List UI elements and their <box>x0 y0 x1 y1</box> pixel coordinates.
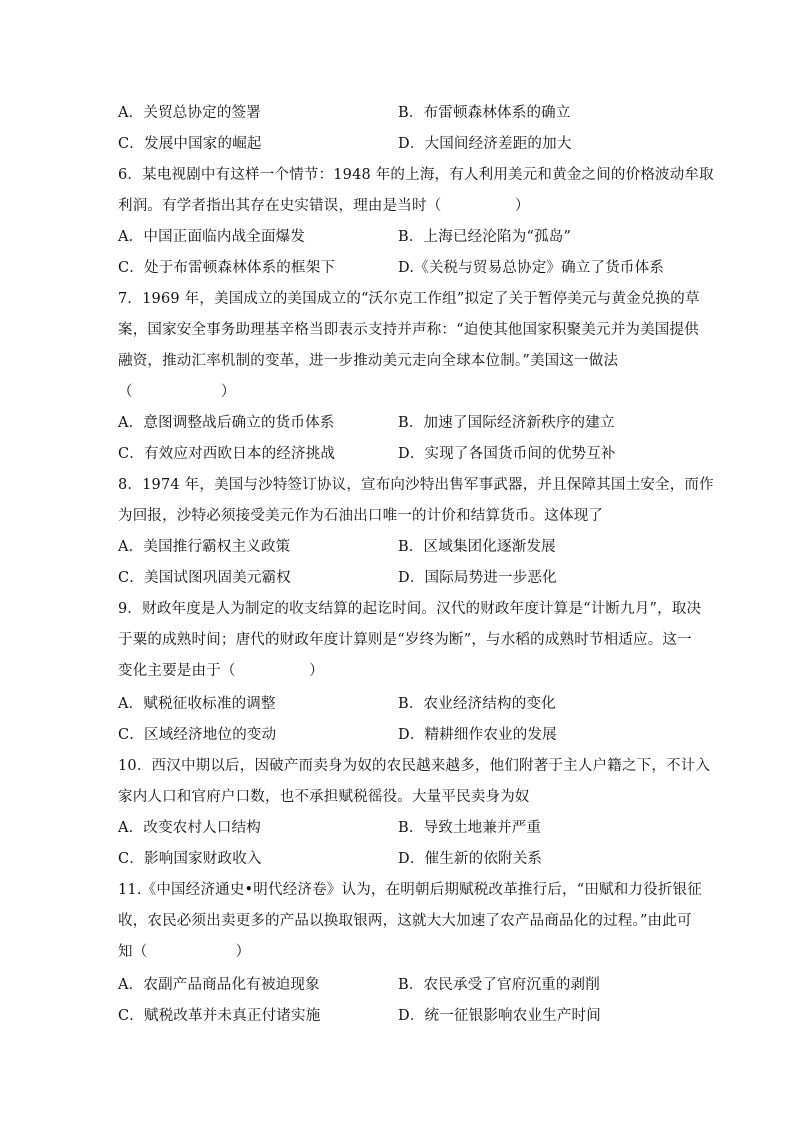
q6-option-d: D.《关税与贸易总协定》确立了货币体系 <box>398 260 665 276</box>
q7-option-d: D．实现了各国货币间的优势互补 <box>398 446 616 462</box>
q8-option-d: D．国际局势进一步恶化 <box>398 570 557 586</box>
q11-option-a: A．农副产品商品化有被迫现象 <box>118 977 320 993</box>
q7-stem-line-3: 融资，推动汇率机制的变革，进一步推动美元走向全球本位制。”美国这一做法 <box>118 353 619 369</box>
q9-stem-line-1: 9．财政年度是人为制定的收支结算的起讫时间。汉代的财政年度计算是“计断九月”，取决 <box>118 601 702 617</box>
q9-stem-line-3: 变化主要是由于（ ） <box>118 663 324 679</box>
q7-stem-line-1: 7．1969 年，美国成立的美国成立的“沃尔克工作组”拟定了关于暂停美元与黄金兑换的草 <box>118 291 700 307</box>
q9-option-a: A．赋税征收标准的调整 <box>118 696 276 712</box>
q5-option-d: D．大国间经济差距的加大 <box>398 136 572 152</box>
q10-option-a: A．改变农村人口结构 <box>118 820 261 836</box>
q6-option-c: C．处于布雷顿森林体系的框架下 <box>118 260 336 276</box>
q7-option-b: B．加速了国际经济新秩序的建立 <box>398 415 615 431</box>
q10-stem-line-2: 家内人口和官府户口数，也不承担赋税徭役。大量平民卖身为奴 <box>118 789 530 805</box>
q11-option-c: C．赋税改革并未真正付诸实施 <box>118 1008 321 1024</box>
q8-stem-line-1: 8．1974 年，美国与沙特签订协议，宣布向沙特出售军事武器，并且保障其国土安全，而作 <box>118 477 714 493</box>
q9-option-d: D．精耕细作农业的发展 <box>398 727 557 743</box>
q11-option-b: B．农民承受了官府沉重的剥削 <box>398 977 600 993</box>
q8-option-c: C．美国试图巩固美元霸权 <box>118 570 291 586</box>
q6-stem-line-2: 利润。有学者指出其存在史实错误，理由是当时（ ） <box>118 198 530 214</box>
q10-option-b: B．导致土地兼并严重 <box>398 820 542 836</box>
q7-option-a: A．意图调整战后确立的货币体系 <box>118 415 335 431</box>
q6-option-b: B．上海已经沦陷为“孤岛” <box>398 229 572 245</box>
q9-option-c: C．区域经济地位的变动 <box>118 727 277 743</box>
q10-option-c: C．影响国家财政收入 <box>118 851 262 867</box>
q11-option-d: D．统一征银影响农业生产时间 <box>398 1008 601 1024</box>
q8-stem-line-2: 为回报，沙特必须接受美元作为石油出口唯一的计价和结算货币。这体现了 <box>118 508 604 524</box>
q11-stem-line-3: 知（ ） <box>118 944 251 960</box>
q5-option-a: A．关贸总协定的签署 <box>118 105 261 121</box>
q7-stem-line-2: 案，国家安全事务助理基辛格当即表示支持并声称：“迫使其他国家积聚美元并为美国提供 <box>118 322 699 338</box>
q7-option-c: C．有效应对西欧日本的经济挑战 <box>118 446 336 462</box>
q6-option-a: A．中国正面临内战全面爆发 <box>118 229 306 245</box>
q7-stem-line-4: （ ） <box>118 384 236 400</box>
q8-option-b: B．区域集团化逐渐发展 <box>398 539 556 555</box>
q11-stem-line-1: 11.《中国经济通史•明代经济卷》认为，在明朝后期赋税改革推行后，“田赋和力役折银征 <box>118 882 702 898</box>
q9-option-b: B．农业经济结构的变化 <box>398 696 556 712</box>
q6-stem-line-1: 6．某电视剧中有这样一个情节：1948 年的上海，有人利用美元和黄金之间的价格波动牟取 <box>118 167 714 183</box>
q5-option-c: C．发展中国家的崛起 <box>118 136 262 152</box>
q5-option-b: B．布雷顿森林体系的确立 <box>398 105 571 121</box>
q10-stem-line-1: 10．西汉中期以后，因破产而卖身为奴的农民越来越多，他们附著于主人户籍之下，不计入 <box>118 758 711 774</box>
q9-stem-line-2: 于粟的成熟时间；唐代的财政年度计算则是“岁终为断”，与水稻的成熟时节相适应。这一 <box>118 632 692 648</box>
q11-stem-line-2: 收，农民必须出卖更多的产品以换取银两，这就大大加速了农产品商品化的过程。”由此可 <box>118 913 692 929</box>
q10-option-d: D．催生新的依附关系 <box>398 851 543 867</box>
q8-option-a: A．美国推行霸权主义政策 <box>118 539 291 555</box>
